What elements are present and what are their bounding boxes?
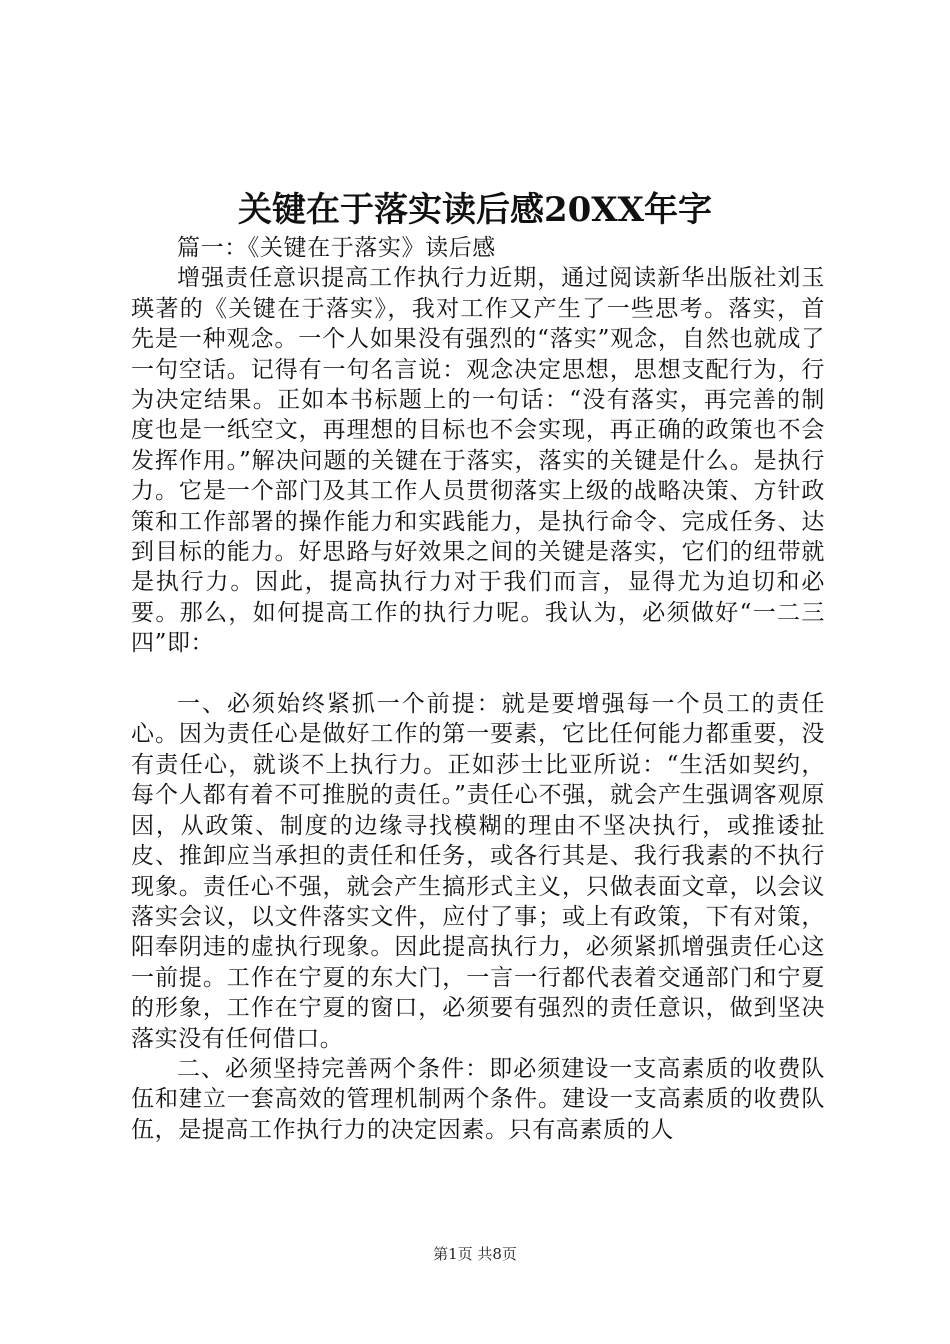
paragraph-spacer — [131, 659, 825, 689]
paragraph-1: 增强责任意识提高工作执行力近期，通过阅读新华出版社刘玉瑛著的《关键在于落实》，我对工作又产生了一些思考。落实，首先是一种观念。一个人如果没有强烈的“落实”观念，自然也就成了一句空话。记得有一句名言说：观念决定思想，思想支配行为，行为决定结果。正如本书标题上的一句话：“没有落实，再完善的制度也是一纸空文，再理想的目标也不会实现，再正确的政策也不会发挥作用。”解决问题的关键在于落实，落实的关键是什么。是执行力。它是一个部门及其工作人员贯彻落实上级的战略决策、方针政策和工作部署的操作能力和实践能力，是执行命令、完成任务、达到目标的能力。好思路与好效果之间的关键是落实，它们的纽带就是执行力。因此，提高执行力对于我们而言，显得尤为迫切和必要。那么，如何提高工作的执行力呢。我认为，必须做好“一二三四”即： — [131, 265, 825, 657]
paragraph-3: 二、必须坚持完善两个条件：即必须建设一支高素质的收费队伍和建立一套高效的管理机制两个条件。建设一支高素质的收费队伍，是提高工作执行力的决定因素。只有高素质的人 — [131, 1055, 825, 1143]
paragraph-2: 一、必须始终紧抓一个前提：就是要增强每一个员工的责任心。因为责任心是做好工作的第一要素，它比任何能力都重要，没有责任心，就谈不上执行力。正如莎士比亚所说：“生活如契约，每个人都有着不可推脱的责任。”责任心不强，就会产生强调客观原因，从政策、制度的边缘寻找模糊的理由不坚决执行，或推诿扯皮、推卸应当承担的责任和任务，或各行其是、我行我素的不执行现象。责任心不强，就会产生搞形式主义，只做表面文章，以会议落实会议，以文件落实文件，应付了事；或上有政策，下有对策，阳奉阴违的虚执行现象。因此提高执行力，必须紧抓增强责任心这一前提。工作在宁夏的东大门，一言一行都代表着交通部门和宁夏的形象，工作在宁夏的窗口，必须要有强烈的责任意识，做到坚决落实没有任何借口。 — [131, 691, 825, 1052]
document-body — [131, 233, 825, 1145]
page-number-footer: 第1页 共8页 — [433, 1245, 517, 1263]
subheading: 篇一：《关键在于落实》读后感 — [177, 235, 496, 261]
document-title: 关键在于落实读后感20XX年字 — [237, 190, 713, 230]
